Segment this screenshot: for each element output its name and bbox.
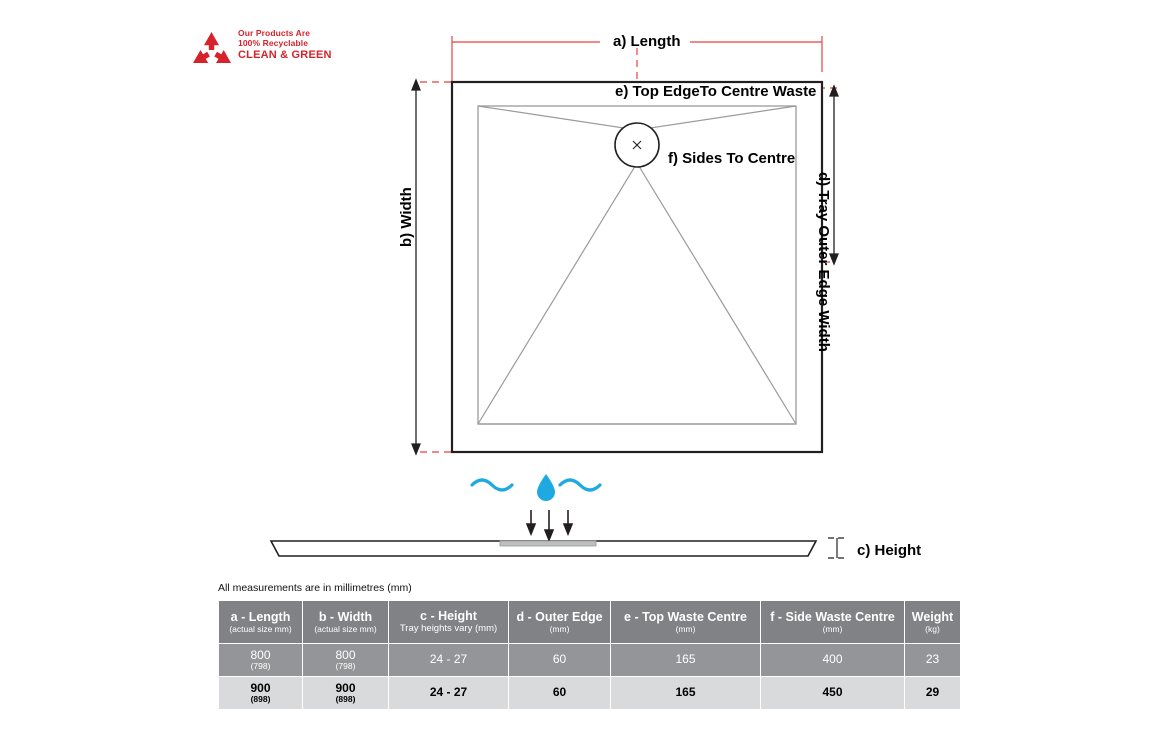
cell-top-waste-centre: 165 [611,644,761,677]
tray-plan-view [452,82,822,452]
label-height: c) Height [857,542,922,559]
label-top-edge-to-centre-waste: e) Top EdgeTo Centre Waste [615,83,817,100]
cell-weight: 23 [905,644,961,677]
col-header-width: b - Width (actual size mm) [303,601,389,644]
col-header-top-waste-centre: e - Top Waste Centre (mm) [611,601,761,644]
col-header-outer-edge: d - Outer Edge (mm) [509,601,611,644]
cell-side-waste-centre: 400 [761,644,905,677]
col-header-length: a - Length (actual size mm) [219,601,303,644]
logo-line-3: CLEAN & GREEN [238,49,332,62]
cell-outer-edge: 60 [509,644,611,677]
cell-length: 900 (898) [219,677,303,710]
cell-height: 24 - 27 [389,644,509,677]
cell-length: 800 (798) [219,644,303,677]
logo-line-1: Our Products Are [238,28,311,38]
width-dimension-arrow [412,80,420,454]
logo-line-2: 100% Recyclable [238,38,309,49]
cell-height: 24 - 27 [389,677,509,710]
col-header-height: c - Height Tray heights vary (mm) [389,601,509,644]
down-arrows-icon [527,510,572,540]
table-header-row [219,601,961,644]
water-droplet-icon [472,474,600,501]
col-header-weight: Weight (kg) [905,601,961,644]
table-row [219,677,961,710]
specification-table [218,600,961,710]
height-dimension [828,538,846,558]
label-sides-to-centre: f) Sides To Centre [668,150,796,167]
cell-width: 800 (798) [303,644,389,677]
tray-side-elevation [271,541,816,556]
label-length: a) Length [613,33,681,50]
cell-outer-edge: 60 [509,677,611,710]
table-row [219,644,961,677]
cell-width: 900 (898) [303,677,389,710]
measurements-note: All measurements are in millimetres (mm) [218,582,412,594]
cell-weight: 29 [905,677,961,710]
water-ripples-icon [472,480,600,490]
cell-side-waste-centre: 450 [761,677,905,710]
cell-top-waste-centre: 165 [611,677,761,710]
label-width: b) Width [398,187,415,247]
label-outer-edge-width: d) Tray Outer Edge Width [815,172,832,352]
col-header-side-waste-centre: f - Side Waste Centre (mm) [761,601,905,644]
